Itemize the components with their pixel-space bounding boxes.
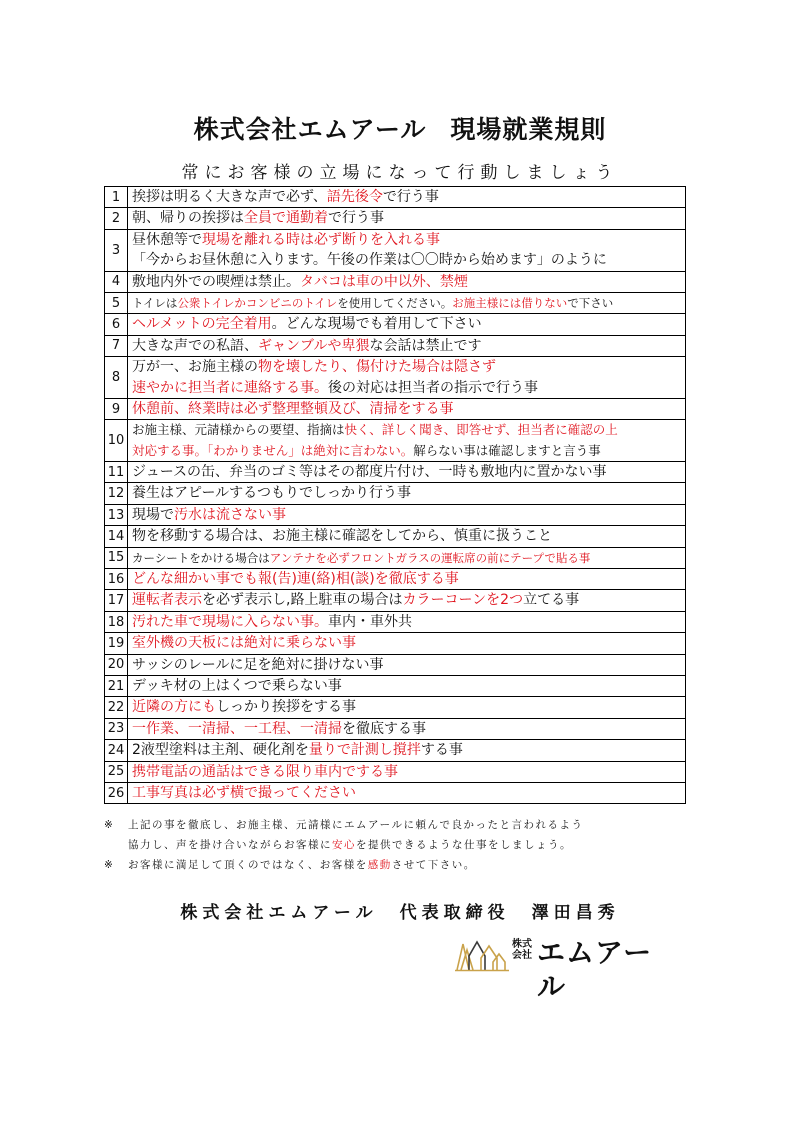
rule-number: 15 — [105, 547, 128, 568]
rule-number: 23 — [105, 718, 128, 739]
rule-text-cell — [128, 675, 686, 696]
rule-row — [105, 718, 686, 739]
rule-text: デッキ材の上はくつで乗らない事 — [132, 677, 342, 694]
rule-text: 敷地内外での喫煙は禁止。 — [132, 273, 300, 290]
rule-text-cell — [128, 526, 686, 547]
rule-text-cell — [128, 229, 686, 271]
rule-text-cell — [128, 357, 686, 399]
building-logo-icon — [455, 936, 509, 972]
rule-row — [105, 675, 686, 696]
rule-text-cell — [128, 590, 686, 611]
highlighted-text: 携帯電話の通話はできる限り車内でする事 — [132, 763, 398, 780]
rule-text-cell — [128, 314, 686, 335]
page-title — [0, 110, 800, 146]
rule-row — [105, 483, 686, 504]
rule-text-cell — [128, 483, 686, 504]
rule-text: を提供できるような仕事をしましょう。 — [356, 839, 572, 851]
rule-line — [132, 762, 685, 782]
rule-line — [132, 569, 685, 589]
rule-row — [105, 208, 686, 229]
rule-number: 14 — [105, 526, 128, 547]
rule-text-cell — [128, 420, 686, 462]
rule-row — [105, 335, 686, 356]
rule-text: 万が一、お施主様の — [132, 359, 258, 376]
note-mark: ※ — [104, 819, 115, 831]
rule-line — [132, 612, 685, 632]
rule-text: サッシのレールに足を絶対に掛けない事 — [132, 656, 384, 673]
highlighted-text: 語先後令 — [326, 189, 383, 205]
rule-number: 21 — [105, 675, 128, 696]
highlighted-text: 量りで計測し撹拌 — [308, 742, 421, 759]
rule-line — [132, 399, 685, 419]
rule-text: 朝、帰りの挨拶は — [132, 210, 244, 227]
rule-text-cell — [128, 611, 686, 632]
highlighted-text: 全員で通勤着 — [244, 210, 328, 227]
rule-row — [105, 761, 686, 782]
rule-text-cell — [128, 633, 686, 654]
note-text — [128, 835, 572, 855]
rule-line — [132, 548, 685, 568]
rule-text: 上記の事を徹底し、お施主様、元請様にエムアールに頼んで良かったと言われるよう — [128, 819, 584, 831]
rule-row — [105, 357, 686, 399]
rule-line — [132, 314, 685, 334]
highlighted-text: 速やかに担当者に連絡する事。 — [132, 379, 328, 396]
rule-number: 11 — [105, 462, 128, 483]
rule-number: 12 — [105, 483, 128, 504]
rule-number: 2 — [105, 208, 128, 229]
rule-row — [105, 504, 686, 525]
rule-text-cell — [128, 504, 686, 525]
rule-row — [105, 697, 686, 718]
rule-text-cell — [128, 761, 686, 782]
rule-text: 協力し、声を掛け合いながらお客様に — [128, 839, 332, 851]
rule-line — [132, 187, 685, 207]
highlighted-text: ギャンブルや卑猥 — [258, 337, 370, 354]
highlighted-text: 感動 — [367, 859, 392, 871]
company-logo — [455, 936, 670, 1003]
rule-number: 9 — [105, 398, 128, 419]
rule-row — [105, 229, 686, 271]
rule-line — [132, 697, 685, 717]
highlighted-text: ヘルメットの完全着用 — [132, 316, 272, 333]
company-name: 株式会社エムアール — [193, 115, 427, 144]
rule-text-cell — [128, 271, 686, 292]
notes-section — [104, 815, 704, 875]
signature: 株式会社エムアール 代表取締役 澤田昌秀 — [180, 903, 620, 923]
rule-line — [132, 420, 685, 440]
rule-text: 解らない事は確認しますと言う事 — [413, 442, 601, 458]
rule-row — [105, 740, 686, 761]
highlighted-text: アンテナを必ずフロントガラスの運転席の前にテープで貼る事 — [269, 550, 591, 565]
rule-number: 17 — [105, 590, 128, 611]
rule-text: 「今からお昼休憩に入ります。午後の作業は〇〇時から始めます」のように — [132, 252, 607, 269]
rule-text: で行う事 — [328, 210, 384, 227]
rule-row — [105, 187, 686, 208]
rule-row — [105, 526, 686, 547]
rule-row — [105, 314, 686, 335]
rule-row — [105, 782, 686, 803]
rule-number: 13 — [105, 504, 128, 525]
rule-text: 車内・車外共 — [328, 613, 412, 630]
rule-text: 現場で — [132, 506, 174, 523]
rule-number: 3 — [105, 229, 128, 271]
rule-line — [132, 336, 685, 356]
highlighted-text: 公衆トイレかコンビニのトイレ — [177, 295, 338, 310]
rule-line — [132, 357, 685, 377]
rule-text-cell — [128, 187, 686, 208]
rule-text: 2液型塗料は主剤、硬化剤を — [132, 742, 309, 759]
rule-number: 24 — [105, 740, 128, 761]
rule-number: 10 — [105, 420, 128, 462]
rule-text: を必ず表示し,路上駐車の場合は — [202, 592, 403, 609]
rule-text-cell — [128, 569, 686, 590]
rules-table — [104, 186, 686, 804]
highlighted-text: 物を壊したり、傷付けた場合は隠さず — [258, 359, 496, 376]
highlighted-text: お施主様には借りない — [452, 295, 568, 310]
rule-row — [105, 398, 686, 419]
rule-line — [132, 526, 685, 546]
rule-line — [132, 719, 685, 739]
rule-line — [132, 783, 685, 803]
rule-text: 養生はアピールするつもりでしっかり行う事 — [132, 485, 412, 502]
rule-number: 20 — [105, 654, 128, 675]
highlighted-text: 汚れた車で現場に入らない事。 — [132, 613, 328, 630]
rule-text: 昼休憩等で — [132, 231, 202, 248]
rule-text: トイレは — [132, 295, 178, 310]
rule-line — [132, 483, 685, 503]
rule-line — [132, 441, 685, 461]
rule-line — [132, 633, 685, 653]
rule-text: 挨拶は明るく大きな声で必ず、 — [132, 189, 327, 205]
rule-text-cell — [128, 740, 686, 761]
rule-number: 26 — [105, 782, 128, 803]
rule-number: 22 — [105, 697, 128, 718]
rule-row — [105, 654, 686, 675]
rule-text: お客様に満足して頂くのではなく、お客様を — [128, 859, 368, 871]
rule-text: 立てる事 — [523, 592, 580, 609]
rule-number: 1 — [105, 187, 128, 208]
rule-text-cell — [128, 208, 686, 229]
rule-text-cell — [128, 654, 686, 675]
rule-number: 8 — [105, 357, 128, 399]
rule-text: しっかり挨拶をする事 — [216, 699, 356, 716]
note-line — [104, 835, 704, 855]
rule-number: 4 — [105, 271, 128, 292]
highlighted-text: 対応する事。「わかりません」は絶対に言わない。 — [132, 442, 414, 458]
rule-line — [132, 655, 685, 675]
rule-line — [132, 590, 685, 610]
rule-line — [132, 250, 685, 270]
rule-row — [105, 420, 686, 462]
rule-text: ジュースの缶、弁当のゴミ等はその都度片付け、一時も敷地内に置かない事 — [132, 464, 607, 481]
highlighted-text: 休憩前、終業時は必ず整理整頓及び、清掃をする事 — [132, 400, 454, 417]
highlighted-text: 汚水は流さない事 — [174, 506, 286, 523]
rule-text: 大きな声での私語、 — [132, 337, 258, 354]
rule-line — [132, 740, 685, 760]
rule-text-cell — [128, 718, 686, 739]
highlighted-text: 一作業、一清掃、一工程、一清掃 — [132, 720, 342, 737]
rule-number: 5 — [105, 292, 128, 313]
rules-table-body — [105, 187, 686, 804]
rule-text-cell — [128, 462, 686, 483]
rule-number: 6 — [105, 314, 128, 335]
rule-number: 16 — [105, 569, 128, 590]
rule-row — [105, 611, 686, 632]
rule-text: で行う事 — [382, 189, 439, 205]
rule-text-cell — [128, 335, 686, 356]
rule-row — [105, 590, 686, 611]
highlighted-text: カラーコーンを2つ — [402, 592, 524, 609]
rule-row — [105, 633, 686, 654]
highlighted-text: 近隣の方にも — [132, 699, 216, 716]
rule-line — [132, 462, 685, 482]
rule-text-cell — [128, 697, 686, 718]
note-text — [128, 815, 583, 835]
rule-text: お施主様、元請様からの要望、指摘は — [132, 422, 345, 438]
rule-line — [132, 505, 685, 525]
logo-prefix — [512, 939, 536, 961]
rule-line — [132, 293, 685, 313]
rule-text: させて下さい。 — [391, 859, 476, 871]
rule-text: な会話は禁止です — [369, 337, 482, 354]
rule-row — [105, 569, 686, 590]
rule-number: 18 — [105, 611, 128, 632]
rule-line — [132, 208, 685, 228]
note-line — [104, 855, 704, 875]
rule-row — [105, 271, 686, 292]
rule-row — [105, 292, 686, 313]
rule-text-cell — [128, 547, 686, 568]
note-mark — [104, 835, 128, 855]
rule-text-cell — [128, 398, 686, 419]
rule-line — [132, 272, 685, 292]
logo-name: エムアール — [537, 936, 653, 1003]
rule-row — [105, 547, 686, 568]
rule-number: 19 — [105, 633, 128, 654]
highlighted-text: 安心 — [332, 839, 356, 851]
rule-text: を徹底する事 — [342, 720, 426, 737]
highlighted-text: どんな細かい事でも報(告)連(絡)相(談)を徹底する事 — [132, 571, 459, 588]
motto-subtitle: 常にお客様の立場になって行動しましょう — [181, 163, 619, 183]
rule-text: で下さい — [567, 295, 614, 310]
rule-text: カーシートをかける場合は — [132, 550, 270, 565]
rule-text-cell — [128, 292, 686, 313]
note-text — [128, 855, 476, 875]
highlighted-text: 快く、詳しく聞き、即答せず、担当者に確認の上 — [344, 422, 618, 438]
rule-text: 物を移動する場合は、お施主様に確認をしてから、慎重に扱うこと — [132, 528, 552, 545]
rule-number: 25 — [105, 761, 128, 782]
rule-text: する事 — [420, 742, 463, 759]
note-line — [104, 815, 704, 835]
rule-line — [132, 230, 685, 250]
rule-number: 7 — [105, 335, 128, 356]
rule-line — [132, 378, 685, 398]
rule-text-cell — [128, 782, 686, 803]
highlighted-text: 室外機の天板には絶対に乗らない事 — [132, 635, 356, 652]
rule-row — [105, 462, 686, 483]
highlighted-text: 工事写真は必ず横で撮ってください — [132, 784, 356, 801]
rule-line — [132, 676, 685, 696]
rule-text: を使用してください。 — [337, 295, 453, 310]
highlighted-text: タバコは車の中以外、禁煙 — [300, 273, 468, 290]
note-mark: ※ — [104, 859, 115, 871]
highlighted-text: 現場を離れる時は必ず断りを入れる事 — [202, 231, 440, 248]
highlighted-text: 運転者表示 — [132, 592, 202, 609]
rule-text: 。どんな現場でも着用して下さい — [271, 316, 482, 333]
logo-prefix-bottom: 会社 — [512, 950, 532, 961]
rules-title: 現場就業規則 — [450, 115, 607, 144]
rule-text: 後の対応は担当者の指示で行う事 — [328, 379, 538, 396]
logo-prefix-top: 株式 — [512, 939, 532, 950]
